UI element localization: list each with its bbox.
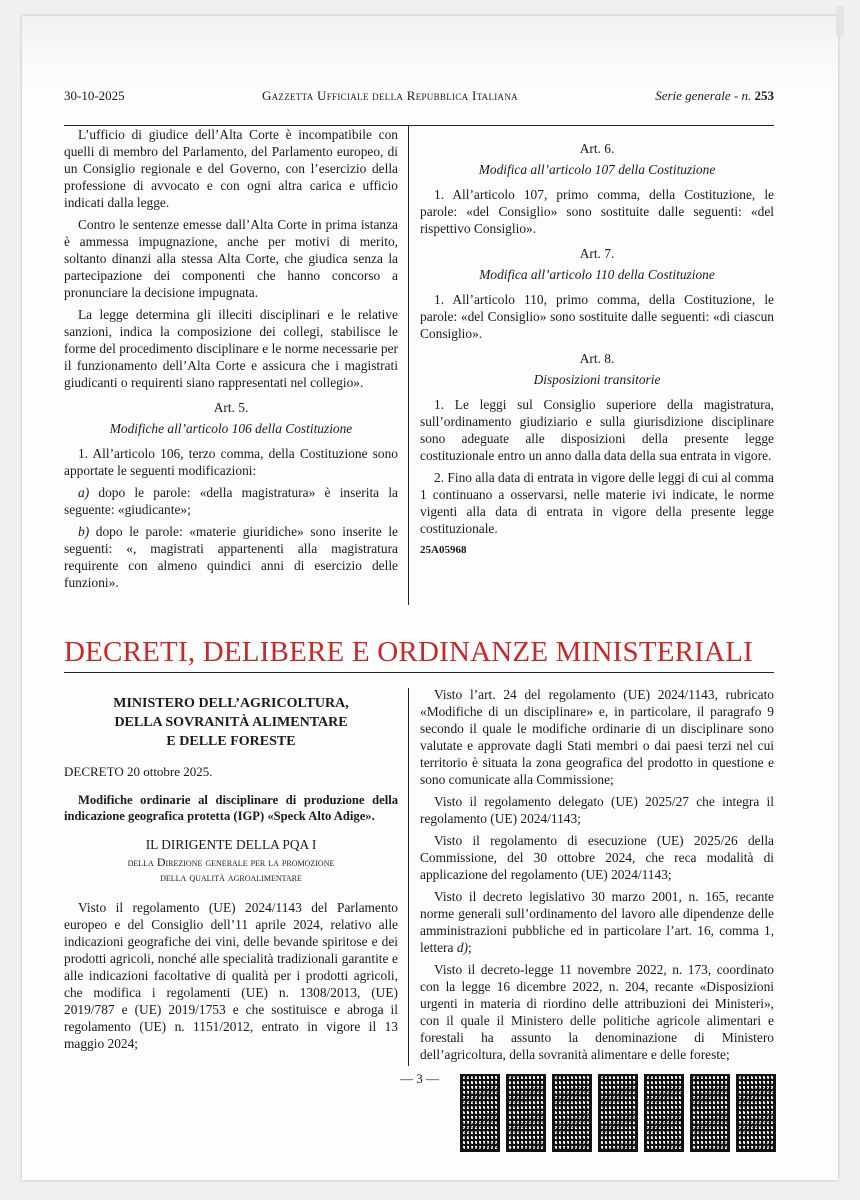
column-top-right <box>420 126 774 559</box>
header-date: 30-10-2025 <box>64 88 125 103</box>
page-number: — 3 — <box>400 1071 439 1086</box>
article-title: Disposizioni transitorie <box>533 372 661 387</box>
paragraph: Visto l’art. 24 del regolamento (UE) 2024/1143, rubricato «Modifiche di un disciplinare» e, in particolare, il paragrafo 9 secondo il quale le modifiche ordinarie di un disciplinare sono valutate e approvate dagli Stati membri o dai paesi terzi nel cui territorio è situata la zona geografica del prodotto in questione e sono comunicate alla Commissione; <box>420 687 774 787</box>
paragraph: 1. All’articolo 110, primo comma, della Costituzione, le parole: «del Consiglio» sono sostituite dalle seguenti: «di ciascun Consiglio». <box>420 292 774 341</box>
barcode-icon <box>644 1074 684 1152</box>
article-title: Modifica all’articolo 107 della Costituzione <box>478 162 716 177</box>
issue-number: 253 <box>754 88 774 103</box>
direzione-name: della Direzione generale per la promozione della qualità agroalimentare <box>127 855 335 884</box>
barcode-icon <box>598 1074 638 1152</box>
article-number: Art. 7. <box>579 246 615 261</box>
column-divider-bottom <box>408 688 409 1066</box>
paragraph: 2. Fino alla data di entrata in vigore delle leggi di cui al comma 1 continuano a osservarsi, nelle materie ivi indicate, le norme vigenti alla data di entrata in vigore della presente legge costituzionale. <box>420 470 774 536</box>
barcode-icon <box>736 1074 776 1152</box>
column-divider-top <box>408 125 409 605</box>
column-bottom-left <box>64 686 398 1057</box>
paragraph: La legge determina gli illeciti disciplinari e le relative sanzioni, indica la composizione dei collegi, stabilisce le forme del procedimento disciplinare e le norme necessarie per il funzionamento dell’Alta Corte e assicura che i magistrati giudicanti o requirenti siano rappresentati nel collegio». <box>64 307 398 390</box>
decree-title: Modifiche ordinarie al disciplinare di produzione della indicazione geografica protetta (IGP) «Speck Alto Adige». <box>64 793 398 823</box>
paragraph: 1. All’articolo 106, terzo comma, della Costituzione sono apportate le seguenti modificazioni: <box>64 446 398 478</box>
article-title: Modifiche all’articolo 106 della Costituzione <box>109 421 353 436</box>
article-title: Modifica all’articolo 110 della Costituzione <box>479 267 715 282</box>
barcode-icon <box>460 1074 500 1152</box>
paragraph: Visto il decreto-legge 11 novembre 2022, n. 173, coordinato con la legge 16 dicembre 2022, n. 204, recante «Disposizioni urgenti in materia di riordino delle attribuzioni dei Ministeri», con il quale il Ministero delle politiche agricole alimentari e forestali ha assunto la denominazione di Ministero dell’agricoltura, della sovranità alimentare e delle foreste; <box>420 962 774 1062</box>
section-heading: DECRETI, DELIBERE E ORDINANZE MINISTERIALI <box>64 636 753 668</box>
scroll-indicator <box>836 6 844 36</box>
barcode-icon <box>690 1074 730 1152</box>
section-rule <box>64 672 774 673</box>
paragraph: 1. Le leggi sul Consiglio superiore della magistratura, sull’ordinamento giudiziario e sulla giurisdizione disciplinare sono adeguate alle disposizioni della presente legge costituzionale entro un anno dalla data della sua entrata in vigore. <box>420 397 774 463</box>
header-title: Gazzetta Ufficiale della Repubblica Italiana <box>261 88 518 103</box>
paragraph: 1. All’articolo 107, primo comma, della Costituzione, le parole: «del Consiglio» sono sostituite dalle seguenti: «del rispettivo Consiglio». <box>420 187 774 236</box>
article-number: Art. 8. <box>579 351 615 366</box>
paragraph: Visto il decreto legislativo 30 marzo 2001, n. 165, recante norme generali sull’ordinamento del lavoro alle dipendenze delle amministrazioni pubbliche ed in particolare l’art. 16, comma 1, lettera d); <box>420 889 774 955</box>
paragraph: Visto il regolamento di esecuzione (UE) 2025/26 della Commissione, del 30 ottobre 2024, che reca modalità di applicazione del regolamento (UE) 2024/1143; <box>420 833 774 882</box>
article-number: Art. 5. <box>213 400 249 415</box>
paragraph: Contro le sentenze emesse dall’Alta Corte in prima istanza è ammessa impugnazione, anche per motivi di merito, soltanto dinanzi alla stessa Alta Corte, che giudica senza la partecipazione dei componenti che hanno concorso a pronunciare la decisione impugnata. <box>64 217 398 300</box>
article-number: Art. 6. <box>579 141 615 156</box>
page-header <box>64 88 774 104</box>
document-code: 25A05968 <box>420 544 467 556</box>
paragraph: b) dopo le parole: «materie giuridiche» sono inserite le seguenti: «, magistrati appartenenti alla magistratura requirente con almeno quindici anni di esercizio delle funzioni». <box>64 524 398 590</box>
paragraph: L’ufficio di giudice dell’Alta Corte è incompatibile con quelli di membro del Parlamento, del Parlamento europeo, di un Consiglio regionale e del Governo, con l’esercizio della professione di avvocato e con ogni altra carica e ufficio indicati dalla legge. <box>64 127 398 210</box>
barcode-strip <box>460 1074 776 1152</box>
header-series: Serie generale - n. 253 <box>655 88 774 103</box>
decree-date: DECRETO 20 ottobre 2025. <box>64 764 213 779</box>
top-margin-strip <box>22 16 838 86</box>
paragraph: a) dopo le parole: «della magistratura» è inserita la seguente: «giudicante»; <box>64 485 398 517</box>
barcode-icon <box>506 1074 546 1152</box>
paragraph: Visto il regolamento delegato (UE) 2025/27 che integra il regolamento (UE) 2024/1143; <box>420 794 774 826</box>
paragraph: Visto il regolamento (UE) 2024/1143 del Parlamento europeo e del Consiglio dell’11 aprile 2024, relativo alle indicazioni geografiche dei vini, delle bevande spiritose e dei prodotti agricoli, nonché alle specialità tradizionali garantite e alle indicazioni facoltative di qualità per i prodotti agricoli, che modifica i regolamenti (UE) n. 1308/2013, (UE) 2019/787 e (UE) 2019/1753 e che sostituisce e abroga il regolamento (UE) n. 1151/2012, entrato in vigore il 13 maggio 2024; <box>64 900 398 1051</box>
director-title: IL DIRIGENTE DELLA PQA I <box>145 837 317 852</box>
column-top-left <box>64 126 398 596</box>
column-bottom-right <box>420 686 774 1068</box>
barcode-icon <box>552 1074 592 1152</box>
ministry-name: MINISTERO DELL’AGRICOLTURA, DELLA SOVRANITÀ ALIMENTARE E DELLE FORESTE <box>113 696 349 749</box>
